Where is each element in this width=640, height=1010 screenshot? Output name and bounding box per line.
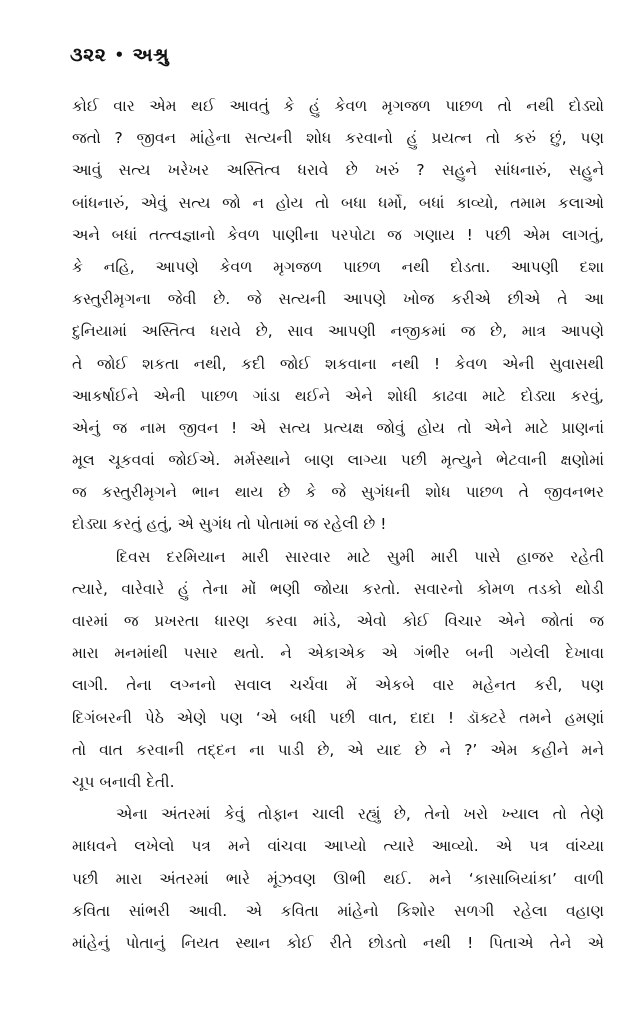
- text-line: મૂલ ચૂકવવાં જોઈએ. મર્મસ્થાને બાણ લાગ્યા પછી મૃત્યુને ભેટવાની ક્ષણોમાં: [72, 451, 604, 470]
- body-text: [72, 90, 604, 959]
- paragraph-2: [72, 541, 604, 799]
- text-line: તો વાત કરવાની તદ્દન ના પાડી છે, એ યાદ છે ને ?’ એમ કહીને મને: [72, 740, 604, 759]
- text-line: જતો ? જીવન માંહેના સત્યની શોધ કરવાનો હું પ્રયત્ન તો કરું છું, પણ: [72, 129, 604, 148]
- text-line: લાગી. તેના લગ્નનો સવાલ ચર્ચવા મેં એકબે વાર મહેનત કરી, પણ: [72, 676, 604, 695]
- page-number: ૩૨૨: [70, 44, 107, 66]
- header-separator: •: [114, 46, 125, 64]
- text-line: દુનિયામાં અસ્તિત્વ ધરાવે છે, સાવ આપણી નજીકમાં જ છે, માત્ર આપણે: [72, 322, 604, 341]
- text-line: પછી મારા અંતરમાં ભારે મૂંઝવણ ઊભી થઈ. મને ‘કાસાબિયાંકા’ વાળી: [72, 869, 604, 888]
- text-line: જ કસ્તુરીમૃગને ભાન થાય છે કે જે સુગંધની શોધ પાછળ તે જીવનભર: [72, 483, 604, 502]
- text-line: ત્યારે, વારેવારે હું તેના મોં ભણી જોયા કરતો. સવારનો કોમળ તડકો થોડી: [72, 579, 604, 598]
- text-line: ચૂપ બનાવી દેતી.: [72, 772, 175, 791]
- text-line: કસ્તુરીમૃગના જેવી છે. જે સત્યની આપણે ખોજ કરીએ છીએ તે આ: [72, 290, 604, 309]
- text-line: દિવસ દરમિયાન મારી સારવાર માટે સુમી મારી પાસે હાજર રહેતી: [116, 547, 604, 566]
- text-line: તે જોઈ શકતા નથી, કદી જોઈ શકવાના નથી ! કેવળ એની સુવાસથી: [72, 354, 604, 373]
- text-line: આવું સત્ય ખરેખર અસ્તિત્વ ધરાવે છે ખરું ? સહુને સાંધનારું, સહુને: [72, 161, 604, 180]
- text-line: માધવને લખેલો પત્ર મને વાંચવા આપ્યો ત્યારે આવ્યો. એ પત્ર વાંચ્યા: [72, 837, 604, 856]
- text-line: આકર્ષાઈને એની પાછળ ગાંડા થઈને એને શોધી કાઢવા માટે દોડ્યા કરવું,: [72, 386, 604, 405]
- text-line: દિગંબરની પેઠે એણે પણ ‘એ બધી પછી વાત, દાદા ! ડૉક્ટરે તમને હમણાં: [72, 708, 604, 727]
- text-line: અને બધાં તત્ત્વજ્ઞાનો કેવળ પાણીના પરપોટા જ ગણાય ! પછી એમ લાગતું,: [72, 225, 604, 244]
- text-line: એના અંતરમાં કેવું તોફાન ચાલી રહ્યું છે, તેનો ખરો ખ્યાલ તો તેણે: [116, 805, 604, 824]
- text-line: બાંધનારું, એવું સત્ય જો ન હોય તો બધા ધર્મો, બધાં કાવ્યો, તમામ કલાઓ: [72, 193, 604, 212]
- text-line: કવિતા સાંભરી આવી. એ કવિતા માંહેનો કિશોર સળગી રહેલા વહાણ: [72, 901, 604, 920]
- paragraph-1: [72, 90, 604, 541]
- text-line: કોઈ વાર એમ થઈ આવતું કે હું કેવળ મૃગજળ પાછળ તો નથી દોડ્યો: [72, 97, 604, 115]
- text-line: વારમાં જ પ્રખરતા ધારણ કરવા માંડે, એવો કોઈ વિચાર એને જોતાં જ: [72, 612, 604, 630]
- text-line: માંહેનું પોતાનું નિયત સ્થાન કોઈ રીતે છોડતો નથી ! પિતાએ તેને એ: [72, 933, 604, 952]
- text-line: દોડ્યા કરતું હતું, એ સુગંધ તો પોતામાં જ રહેલી છે !: [72, 515, 387, 534]
- text-line: કે નહિ, આપણે કેવળ મૃગજળ પાછળ નથી દોડતા. આપણી દશા: [72, 257, 604, 276]
- text-line: મારા મનમાંથી પસાર થતો. ને એકાએક એ ગંભીર બની ગયેલી દેખાવા: [72, 644, 604, 663]
- book-title: અશ્રુ: [132, 44, 170, 66]
- text-line: એનું જ નામ જીવન ! એ સત્ય પ્રત્યક્ષ જોવું હોય તો એને માટે પ્રાણનાં: [72, 418, 604, 437]
- running-header: [70, 40, 169, 70]
- paragraph-3: [72, 798, 604, 959]
